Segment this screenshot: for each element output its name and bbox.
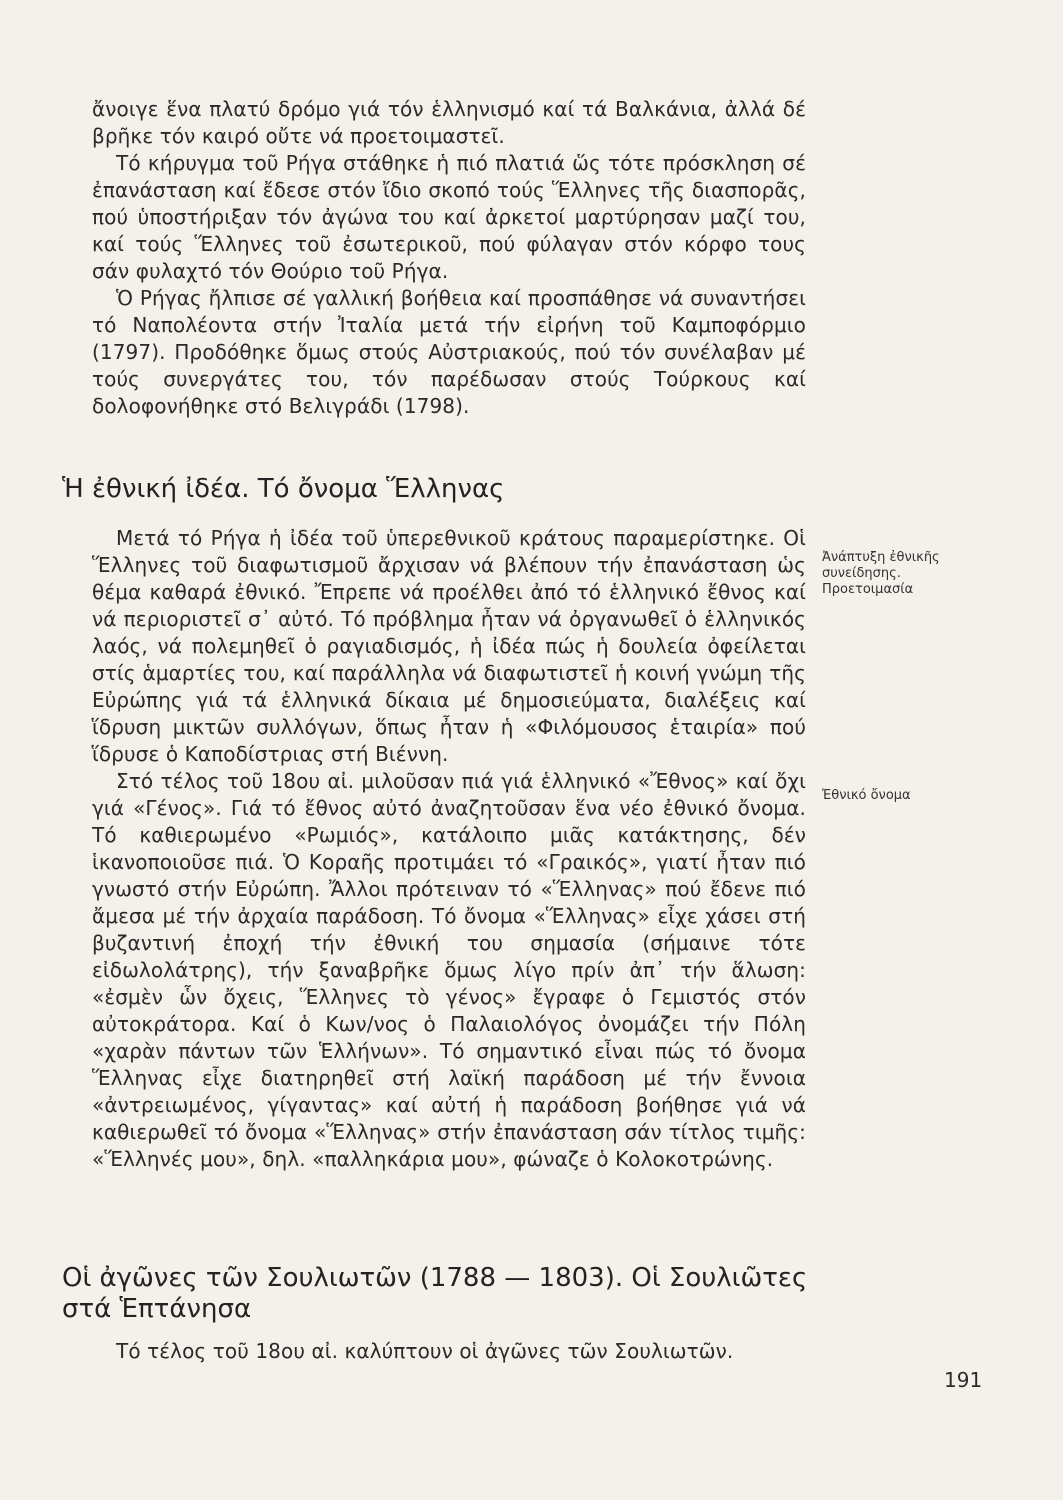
- section-heading: Οἱ ἀγῶνες τῶν Σουλιωτῶν (1788 — 1803). Οἱ Σουλιῶτες στά Ἑπτάνησα: [62, 1263, 808, 1324]
- paragraph: Μετά τό Ρήγα ἡ ἰδέα τοῦ ὑπερεθνικοῦ κράτους παραμερίστηκε. Οἱ Ἕλληνες τοῦ διαφωτισμοῦ ἄρχισαν νά βλέπουν τήν ἐπανάσταση ὡς θέμα καθαρά ἐθνικό. Ἔπρεπε νά προέλθει ἀπό τό ἑλληνικό ἔθνος καί νά περιοριστεῖ σ᾽ αὐτό. Τό πρόβλημα ἦταν νά ὀργανωθεῖ ὁ ἑλληνικός λαός, νά πολεμηθεῖ ὁ ραγιαδισμός, ἡ ἰδέα πώς ἡ δουλεία ὀφείλεται στίς ἁμαρτίες του, καί παράλληλα νά διαφωτιστεῖ ἡ κοινή γνώμη τῆς Εὐρώπης γιά τά ἑλληνικά δίκαια μέ δημοσιεύματα, διαλέξεις καί ἵδρυση μικτῶν συλλόγων, ὅπως ἦταν ἡ «Φιλόμουσος ἑταιρία» πού ἵδρυσε ὁ Καποδίστριας στή Βιέννη.: [92, 526, 806, 766]
- paragraph: Στό τέλος τοῦ 18ου αἰ. μιλοῦσαν πιά γιά ἑλληνικό «Ἔθνος» καί ὄχι γιά «Γένος». Γιά τό ἔθνος αὐτό ἀναζητοῦσαν ἕνα νέο ἐθνικό ὄνομα. Τό καθιερωμένο «Ρωμιός», κατάλοιπο μιᾶς κατάκτησης, δέν ἱκανοποιοῦσε πιά. Ὁ Κοραῆς προτιμάει τό «Γραικός», γιατί ἦταν πιό γνωστό στήν Εὐρώπη. Ἄλλοι πρότειναν τό «Ἕλληνας» πού ἔδενε πιό ἄμεσα μέ τήν ἀρχαία παράδοση. Τό ὄνομα «Ἕλληνας» εἶχε χάσει στή βυζαντινή ἐποχή τήν ἐθνική του σημασία (σήμαινε τότε εἰδωλολάτρης), τήν ξαναβρῆκε ὅμως λίγο πρίν ἀπ᾽ τήν ἅλωση: «ἐσμὲν ὧν ὄχεις, Ἕλληνες τὸ γένος» ἔγραφε ὁ Γεμιστός στόν αὐτοκράτορα. Καί ὁ Κων/νος ὁ Παλαιολόγος ὀνομάζει τήν Πόλη «χαρὰν πάντων τῶν Ἑλλήνων». Τό σημαντικό εἶναι πώς τό ὄνομα Ἕλληνας εἶχε διατηρηθεῖ στή λαϊκή παράδοση μέ τήν ἔννοια «ἀντρειωμένος, γίγαντας» καί αὐτή ἡ παράδοση βοήθησε γιά νά καθιερωθεῖ τό ὄνομα «Ἕλληνας» στήν ἐπανάσταση σάν τίτλος τιμῆς: «Ἕλληνές μου», δηλ. «παλληκάρια μου», φώναζε ὁ Κολοκοτρώνης.: [92, 769, 806, 1171]
- margin-note: Ἀνάπτυξη ἐθνικῆς συνείδησης. Προετοιμασία: [822, 550, 940, 597]
- paragraph: ἄνοιγε ἕνα πλατύ δρόμο γιά τόν ἑλληνισμό καί τά Βαλκάνια, ἀλλά δέ βρῆκε τόν καιρό οὔτε νά προετοιμαστεῖ.: [92, 97, 806, 148]
- section2-text: [92, 525, 806, 1173]
- section3-text: [92, 1338, 806, 1365]
- page-number: 191: [944, 1368, 983, 1392]
- paragraph: Τό τέλος τοῦ 18ου αἰ. καλύπτουν οἱ ἀγῶνες τῶν Σουλιωτῶν.: [116, 1339, 734, 1363]
- paragraph: Ὁ Ρήγας ἤλπισε σέ γαλλική βοήθεια καί προσπάθησε νά συναντήσει τό Ναπολέοντα στήν Ἰταλία μετά τήν εἰρήνη τοῦ Καμποφόρμιο (1797). Προδόθηκε ὅμως στούς Αὐστριακούς, πού τόν συνέλαβαν μέ τούς συνεργάτες του, τόν παρέδωσαν στούς Τούρκους καί δολοφονήθηκε στό Βελιγράδι (1798).: [92, 286, 806, 418]
- margin-note: Ἐθνικό ὄνομα: [822, 788, 911, 803]
- paragraph: Τό κήρυγμα τοῦ Ρήγα στάθηκε ἡ πιό πλατιά ὥς τότε πρόσκληση σέ ἐπανάσταση καί ἔδεσε στόν ἴδιο σκοπό τούς Ἕλληνες τῆς διασπορᾶς, πού ὑποστήριξαν τόν ἀγώνα του καί ἀρκετοί μαρτύρησαν μαζί του, καί τούς Ἕλληνες τοῦ ἐσωτερικοῦ, πού φύλαγαν στόν κόρφο τους σάν φυλαχτό τόν Θούριο τοῦ Ρήγα.: [92, 151, 806, 283]
- section-heading: Ἡ ἐθνική ἰδέα. Τό ὄνομα Ἕλληνας: [62, 474, 505, 504]
- section1-text: [92, 96, 806, 420]
